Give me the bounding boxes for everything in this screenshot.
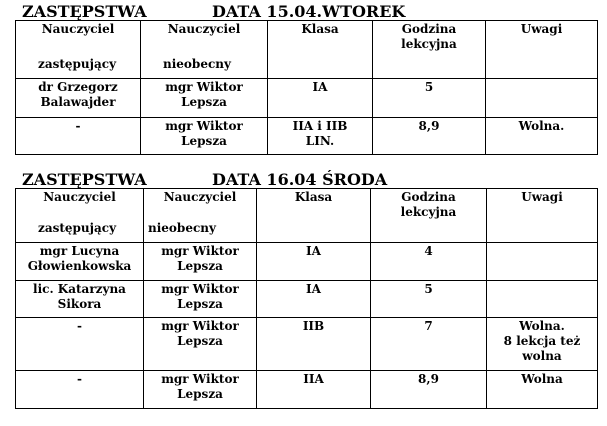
header-class: Klasa bbox=[268, 21, 373, 79]
section-1-table bbox=[15, 20, 598, 155]
table-row bbox=[16, 281, 598, 318]
cell-substitute: dr Grzegorz Balawajder bbox=[16, 79, 141, 118]
table-row bbox=[16, 371, 598, 409]
cell-substitute: - bbox=[16, 371, 144, 409]
cell-class: IA bbox=[257, 243, 371, 281]
section-1-date: DATA 15.04.WTOREK bbox=[212, 2, 406, 21]
table-header-row bbox=[16, 189, 598, 243]
table-row bbox=[16, 118, 598, 155]
table-header-row bbox=[16, 21, 598, 79]
cell-notes: Wolna. 8 lekcja też wolna bbox=[487, 318, 598, 371]
section-1-heading bbox=[22, 2, 406, 21]
cell-substitute: lic. Katarzyna Sikora bbox=[16, 281, 144, 318]
cell-hour: 4 bbox=[371, 243, 487, 281]
section-2-date: DATA 16.04 ŚRODA bbox=[212, 170, 388, 189]
cell-notes: Wolna bbox=[487, 371, 598, 409]
table-row bbox=[16, 243, 598, 281]
cell-absent: mgr Wiktor Lepsza bbox=[144, 318, 257, 371]
cell-class: IA bbox=[257, 281, 371, 318]
cell-hour: 5 bbox=[371, 281, 487, 318]
cell-absent: mgr Wiktor Lepsza bbox=[144, 281, 257, 318]
header-hour: Godzina lekcyjna bbox=[373, 21, 486, 79]
cell-absent: mgr Wiktor Lepsza bbox=[141, 118, 268, 155]
cell-absent: mgr Wiktor Lepsza bbox=[144, 371, 257, 409]
header-substitute: Nauczyciel zastępujący bbox=[16, 189, 144, 243]
cell-substitute: - bbox=[16, 118, 141, 155]
header-hour: Godzina lekcyjna bbox=[371, 189, 487, 243]
header-notes: Uwagi bbox=[487, 189, 598, 243]
table-row bbox=[16, 318, 598, 371]
cell-notes bbox=[487, 243, 598, 281]
header-substitute: Nauczyciel zastępujący bbox=[16, 21, 141, 79]
section-2-table bbox=[15, 188, 598, 409]
section-2-heading bbox=[22, 170, 388, 189]
header-absent: Nauczyciel nieobecny bbox=[144, 189, 257, 243]
cell-substitute: - bbox=[16, 318, 144, 371]
cell-absent: mgr Wiktor Lepsza bbox=[141, 79, 268, 118]
cell-hour: 5 bbox=[373, 79, 486, 118]
cell-notes: Wolna. bbox=[486, 118, 598, 155]
table-row bbox=[16, 79, 598, 118]
cell-notes bbox=[487, 281, 598, 318]
header-class: Klasa bbox=[257, 189, 371, 243]
cell-substitute: mgr Lucyna Głowienkowska bbox=[16, 243, 144, 281]
cell-class: IIA i IIB LIN. bbox=[268, 118, 373, 155]
cell-hour: 8,9 bbox=[373, 118, 486, 155]
cell-class: IIB bbox=[257, 318, 371, 371]
cell-class: IIA bbox=[257, 371, 371, 409]
section-2-title: ZASTĘPSTWA bbox=[22, 170, 147, 189]
cell-hour: 8,9 bbox=[371, 371, 487, 409]
cell-notes bbox=[486, 79, 598, 118]
cell-absent: mgr Wiktor Lepsza bbox=[144, 243, 257, 281]
header-absent: Nauczyciel nieobecny bbox=[141, 21, 268, 79]
cell-hour: 7 bbox=[371, 318, 487, 371]
header-notes: Uwagi bbox=[486, 21, 598, 79]
section-1-title: ZASTĘPSTWA bbox=[22, 2, 147, 21]
cell-class: IA bbox=[268, 79, 373, 118]
